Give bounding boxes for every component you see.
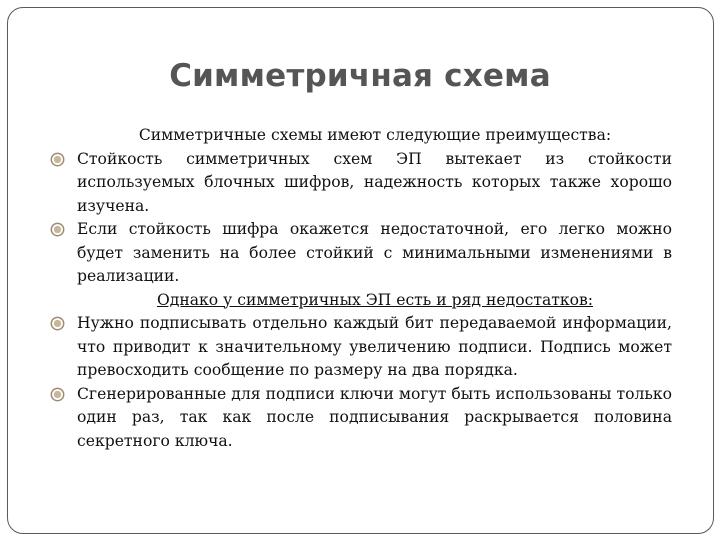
circle-bullet-icon [50,222,65,237]
drawbacks-intro [50,289,672,313]
advantages-intro: Симметричные схемы имеют следующие преимущества: [138,126,612,144]
drawbacks-intro-text: Однако у симметричных ЭП есть и ряд недостатков: [156,290,594,309]
list-item-text: Сгенерированные для подписи ключи могут быть использованы только один раз, так как после подписывания раскрывается половина секретного ключа. [77,384,672,450]
slide-title: Симметричная схема [169,58,551,94]
circle-bullet-icon [50,152,65,167]
list-item [50,383,672,454]
list-item [50,148,672,219]
list-item-text: Если стойкость шифра окажется недостаточной, его легко можно будет заменить на более стойкий с минимальными изменениями в реализации. [77,220,672,285]
list-item-text: Стойкость симметричных схем ЭП вытекает из стойкости используемых блочных шифров, надежность которых также хорошо изучена. [77,149,672,215]
circle-bullet-icon [50,316,65,331]
list-item [50,312,672,383]
slide-body [50,124,672,453]
list-item [50,218,672,289]
circle-bullet-icon [50,387,65,402]
list-item-text: Нужно подписывать отдельно каждый бит передаваемой информации, что приводит к значительному увеличению подписи. Подпись может превосходить сообщение по размеру на два порядка. [77,314,672,379]
